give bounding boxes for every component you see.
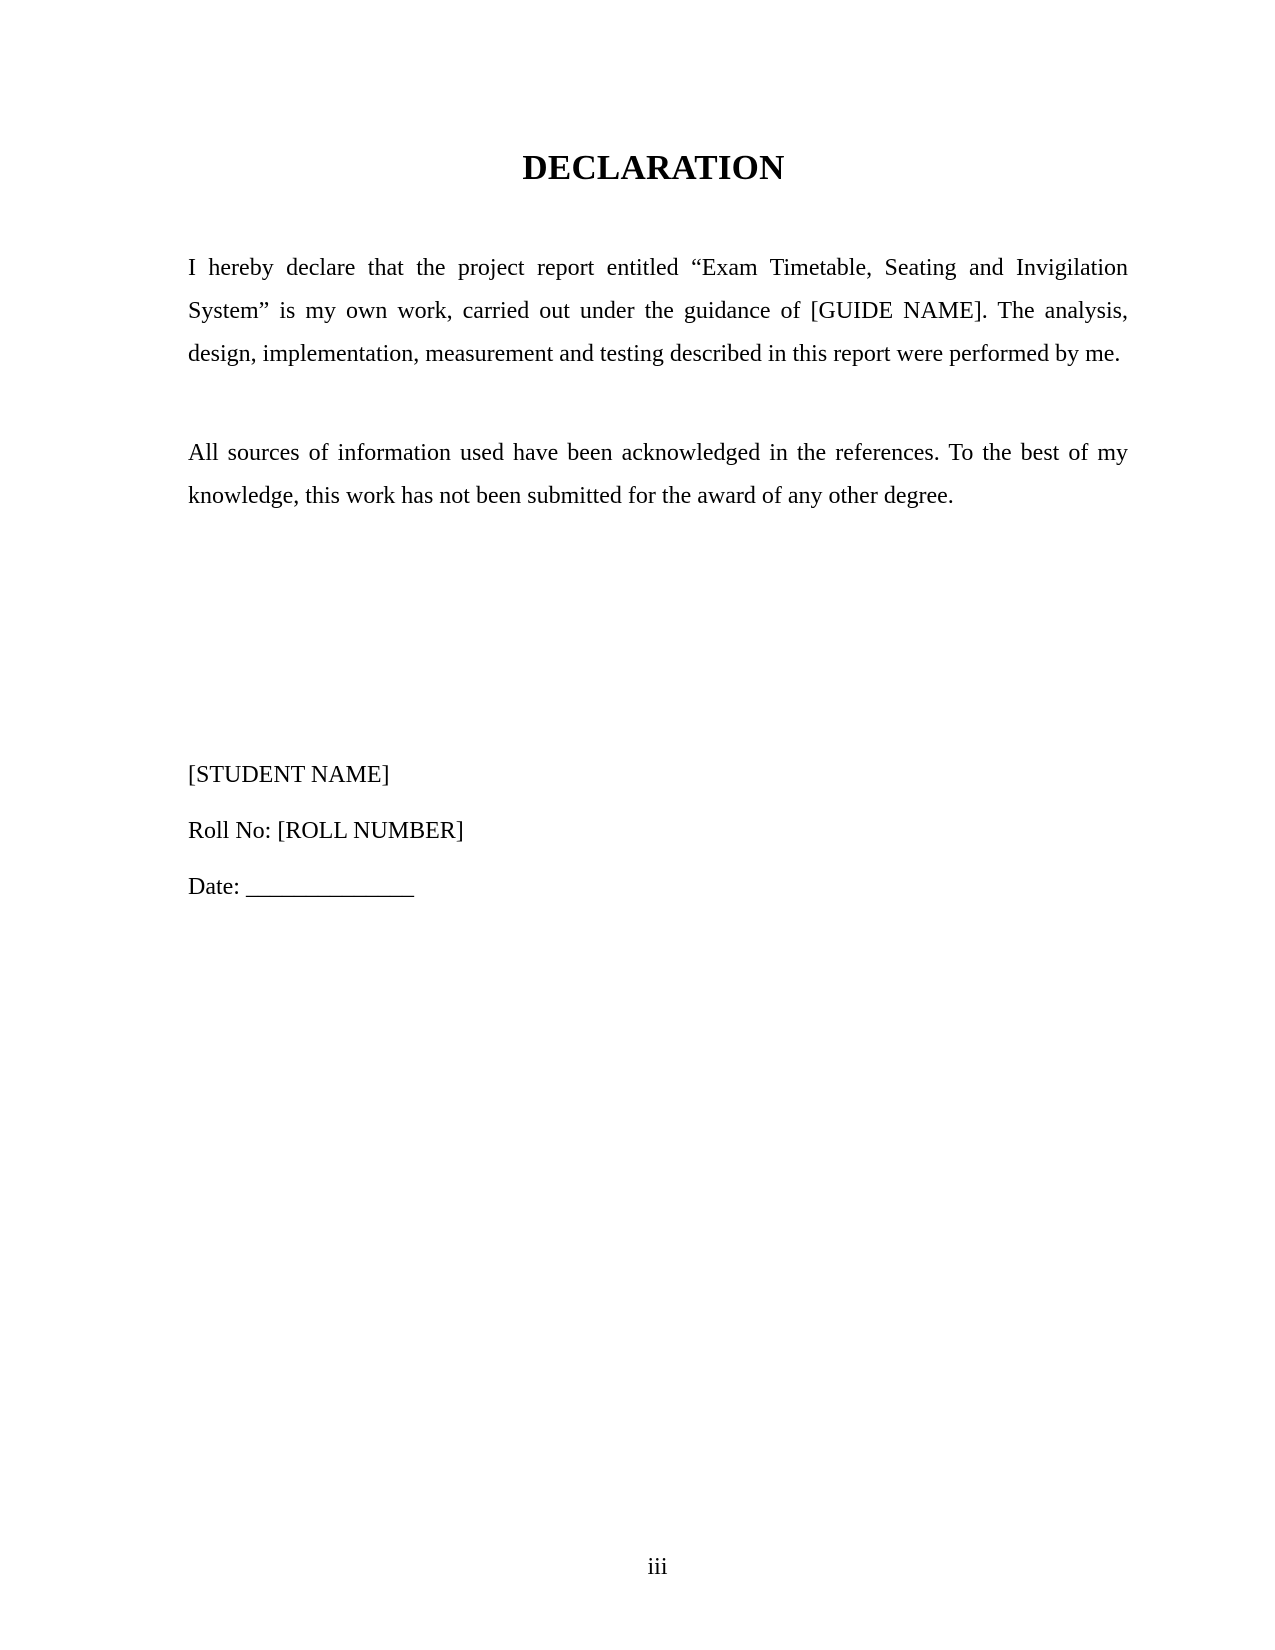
student-name: [STUDENT NAME]	[188, 762, 390, 788]
roll-number: Roll No: [ROLL NUMBER]	[188, 818, 464, 844]
page-title: DECLARATION	[522, 148, 785, 187]
date-field: Date: ______________	[188, 874, 414, 900]
page-number: iii	[647, 1554, 668, 1580]
declaration-paragraph-1: I hereby declare that the project report entitled “Exam Timetable, Seating and Invigilation System” is my own work, carried out under the guidance of [GUIDE NAME]. The analysis, design, implementation, measurement and testing described in this report were performed by me.	[188, 255, 1128, 367]
declaration-paragraph-2: All sources of information used have been acknowledged in the references. To the best of my knowledge, this work has not been submitted for the award of any other degree.	[188, 440, 1128, 509]
